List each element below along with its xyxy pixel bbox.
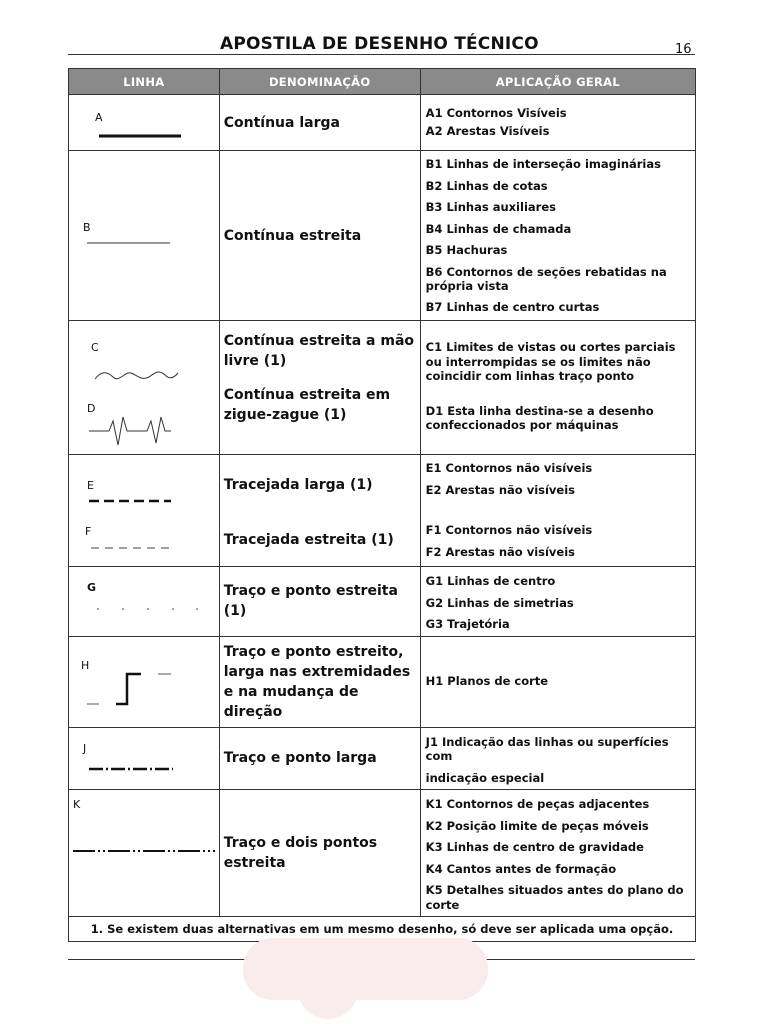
denomination-cell <box>219 636 420 727</box>
table-row <box>69 727 696 790</box>
cutting-plane-line-icon <box>69 637 219 728</box>
line-letter: C <box>91 341 99 354</box>
dash-dot-thin-line-icon <box>69 567 219 634</box>
denomination-text: Traço e dois pontos estreita <box>223 835 378 871</box>
application-item: E2 Arestas não visíveis <box>425 482 576 497</box>
table-row <box>69 455 696 567</box>
line-sample-cell <box>69 790 220 917</box>
application-cell <box>420 727 695 790</box>
line-sample-k <box>69 790 219 915</box>
denomination-text: Tracejada estreita (1) <box>223 532 394 548</box>
dashed-line-icon <box>69 455 219 567</box>
footnote: 1. Se existem duas alternativas em um mesmo desenho, só deve ser aplicada uma opção. <box>69 917 696 942</box>
denomination-cell <box>219 727 420 790</box>
denomination-cell <box>219 151 420 321</box>
line-types-table <box>68 68 696 942</box>
dash-two-dots-line-icon <box>69 790 219 915</box>
line-sample-ef <box>69 455 219 567</box>
application-cell <box>420 321 695 455</box>
application-item: C1 Limites de vistas ou cortes parciais ou interrompidas se os limites não coincidir com linhas traço ponto <box>425 340 676 383</box>
table-row <box>69 95 696 151</box>
line-letter: E <box>87 479 94 492</box>
denomination-text: Traço e ponto estreita (1) <box>223 583 398 620</box>
line-sample-cell <box>69 636 220 727</box>
line-sample-cell <box>69 151 220 321</box>
line-sample-h <box>69 637 219 728</box>
application-item: B1 Linhas de interseção imaginárias <box>425 157 661 171</box>
application-cell <box>420 790 695 917</box>
denomination-cell <box>219 567 420 637</box>
application-item: F2 Arestas não visíveis <box>425 544 576 559</box>
application-item: B6 Contornos de seções rebatidas na própria vista <box>425 264 667 293</box>
application-item: A1 Contornos Visíveis <box>425 105 567 120</box>
line-sample-cd <box>69 321 219 455</box>
line-letter: H <box>81 658 90 672</box>
denomination-text: Traço e ponto estreito, larga nas extremidades e na mudança de direção <box>223 643 411 720</box>
denomination-text: Contínua estreita <box>223 227 362 244</box>
line-sample-cell <box>69 727 220 790</box>
denomination-cell <box>219 95 420 151</box>
column-header-denominacao: DENOMINAÇÃO <box>219 69 420 95</box>
table-row <box>69 636 696 727</box>
application-item: B4 Linhas de chamada <box>425 221 572 236</box>
line-sample-cell <box>69 321 220 455</box>
line-sample-a <box>69 95 219 151</box>
line-letter: B <box>83 221 91 234</box>
application-item: E1 Contornos não visíveis <box>425 461 593 475</box>
denomination-text: Contínua estreita a mão livre (1) <box>223 333 415 369</box>
application-item: D1 Esta linha destina-se a desenho confeccionados por máquinas <box>425 403 654 432</box>
line-sample-cell <box>69 455 220 567</box>
application-item: B5 Hachuras <box>425 243 508 257</box>
application-item: H1 Planos de corte <box>425 673 549 688</box>
table-row <box>69 567 696 637</box>
line-sample-cell <box>69 95 220 151</box>
line-letter: G <box>87 581 97 594</box>
line-letter: K <box>73 798 81 811</box>
table-row <box>69 321 696 455</box>
application-item: K4 Cantos antes de formação <box>425 861 617 876</box>
line-sample-g <box>69 567 219 634</box>
page-number: 16 <box>675 42 692 57</box>
application-cell <box>420 151 695 321</box>
application-item: F1 Contornos não visíveis <box>425 523 593 537</box>
page-title: APOSTILA DE DESENHO TÉCNICO <box>220 34 539 54</box>
application-item: B3 Linhas auxiliares <box>425 200 556 214</box>
denomination-cell <box>219 321 420 455</box>
denomination-text: Contínua estreita em zigue-zague (1) <box>223 387 391 423</box>
footer-decoration <box>243 938 488 1000</box>
application-item: K5 Detalhes situados antes do plano do corte <box>425 883 684 912</box>
footer-decoration-tab <box>298 985 358 1019</box>
application-item: G2 Linhas de simetrias <box>425 595 574 610</box>
application-item: indicação especial <box>425 770 545 785</box>
line-letter: J <box>83 741 87 755</box>
table-header-row <box>69 69 696 95</box>
application-cell <box>420 567 695 637</box>
column-header-linha: LINHA <box>69 69 220 95</box>
freehand-zigzag-line-icon <box>69 321 219 455</box>
application-item: K3 Linhas de centro de gravidade <box>425 840 644 854</box>
denomination-cell <box>219 455 420 567</box>
continuous-thin-line-icon <box>69 151 219 321</box>
denomination-text: Traço e ponto larga <box>223 750 377 767</box>
line-sample-cell <box>69 567 220 637</box>
application-cell <box>420 636 695 727</box>
denomination-text: Contínua larga <box>223 114 340 131</box>
table-row <box>69 151 696 321</box>
application-item: J1 Indicação das linhas ou superfícies com <box>425 734 669 763</box>
line-sample-j <box>69 728 219 790</box>
application-item: K2 Posição limite de peças móveis <box>425 818 649 833</box>
application-item: G1 Linhas de centro <box>425 574 556 588</box>
application-item: B2 Linhas de cotas <box>425 178 548 193</box>
line-letter: F <box>85 525 92 538</box>
application-cell <box>420 95 695 151</box>
column-header-aplicacao: APLICAÇÃO GERAL <box>420 69 695 95</box>
header-divider <box>68 54 695 55</box>
denomination-text: Tracejada larga (1) <box>223 477 373 493</box>
continuous-thick-line-icon <box>69 95 219 151</box>
line-sample-b <box>69 151 219 321</box>
application-cell <box>420 455 695 567</box>
application-item: K1 Contornos de peças adjacentes <box>425 797 650 811</box>
line-letter: D <box>87 402 96 415</box>
denomination-cell <box>219 790 420 917</box>
application-item: B7 Linhas de centro curtas <box>425 299 600 314</box>
application-item: A2 Arestas Visíveis <box>425 124 550 138</box>
table-row <box>69 790 696 917</box>
dash-dot-thick-line-icon <box>69 728 219 790</box>
application-item: G3 Trajetória <box>425 617 510 631</box>
line-letter: A <box>95 111 103 124</box>
